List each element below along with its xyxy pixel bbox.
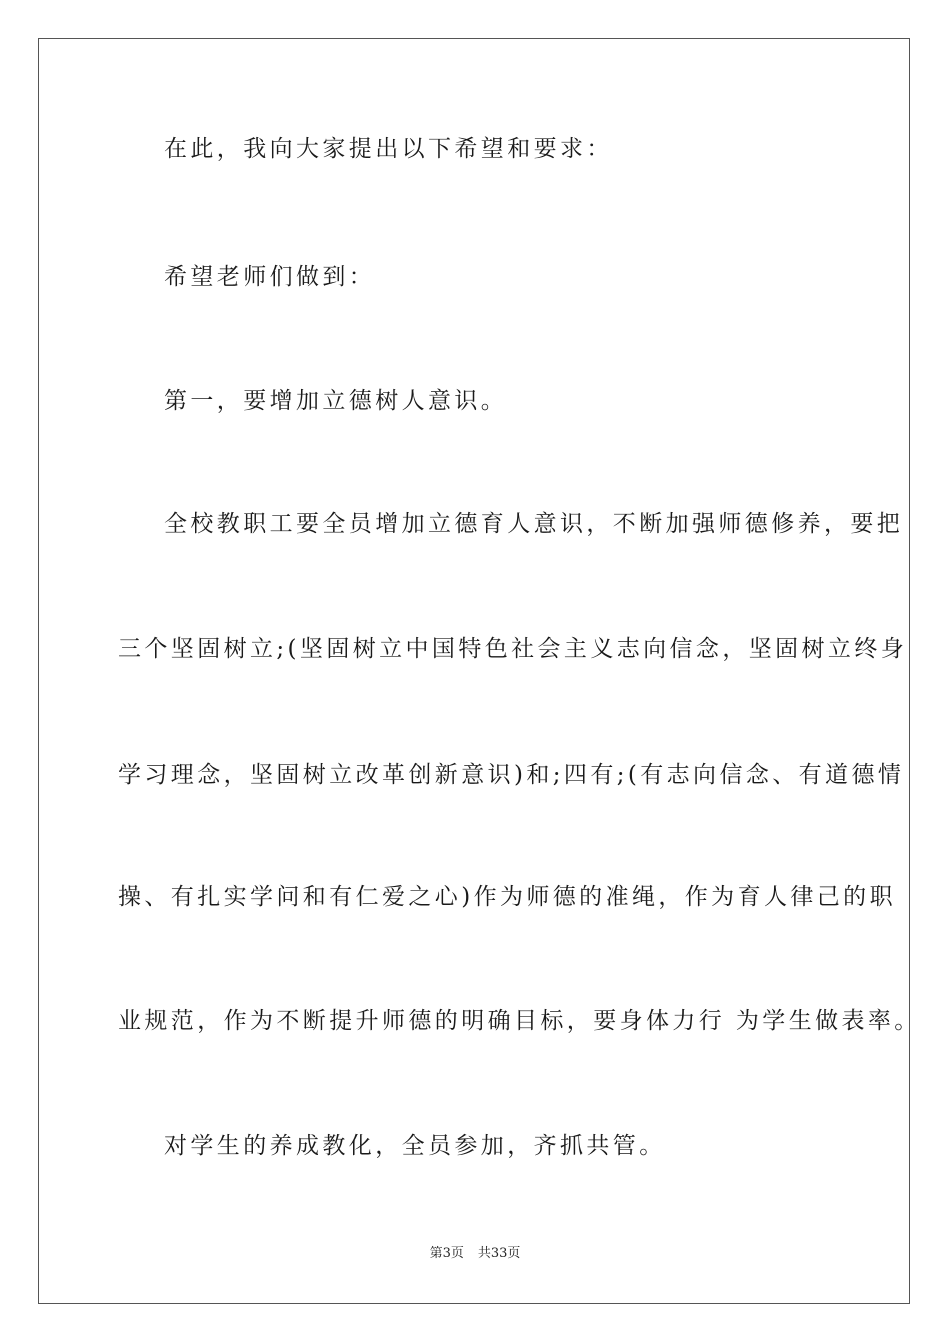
paragraph-line-7: 操、有扎实学问和有仁爱之心)作为师德的准绳，作为育人律己的职 <box>118 884 896 910</box>
page-footer <box>0 1246 950 1262</box>
page-frame <box>38 38 921 1304</box>
paragraph-line-3: 第一，要增加立德树人意识。 <box>164 388 508 414</box>
paragraph-line-1: 在此，我向大家提出以下希望和要求： <box>164 136 613 162</box>
paragraph-line-6: 学习理念，坚固树立改革创新意识)和;四有;(有志向信念、有道德情 <box>118 762 905 788</box>
page-number: 第3页 <box>429 1246 464 1261</box>
paragraph-line-5: 三个坚固树立;(坚固树立中国特色社会主义志向信念，坚固树立终身 <box>118 636 908 662</box>
page-total: 共33页 <box>477 1246 521 1261</box>
paragraph-line-4: 全校教职工要全员增加立德育人意识，不断加强师德修养，要把 <box>164 511 904 537</box>
paragraph-line-8: 业规范，作为不断提升师德的明确目标，要身体力行 为学生做表率。 <box>118 1008 921 1034</box>
paragraph-line-9: 对学生的养成教化，全员参加，齐抓共管。 <box>164 1133 666 1159</box>
paragraph-line-2: 希望老师们做到： <box>164 264 376 290</box>
